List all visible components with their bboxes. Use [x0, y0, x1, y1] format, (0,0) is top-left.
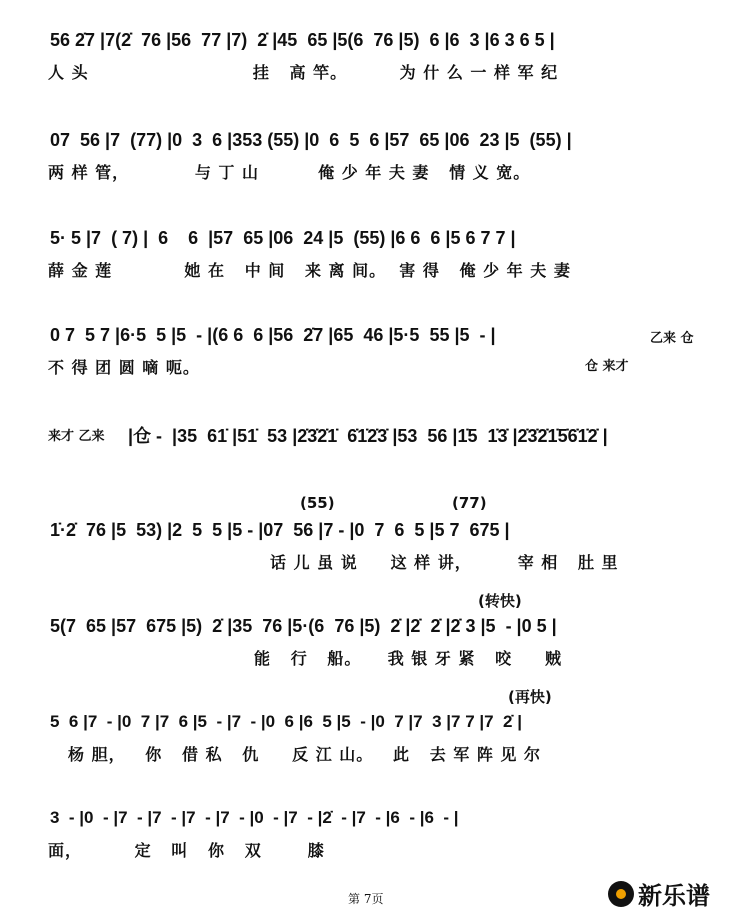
- lyric-line: 两 样 管， 与 丁 山 俺 少 年 夫 妻 情 义 宽。: [48, 163, 531, 182]
- page-number: 第 7页: [348, 892, 384, 906]
- notation-line: 1̇·2̇ 76 |5 53) |2 5 5 |5 - |07 56 |7 - |0 7 6 5 |5 7 675 |: [50, 520, 510, 540]
- notation-line: 5(7 65 |57 675 |5) 2̇ |35 76 |5·(6 76 |5) 2̇ |2̇ 2̇ |2̇ 3 |5 - |0 5 |: [50, 616, 557, 636]
- tempo-mark: (再快): [508, 688, 552, 706]
- percussion-mark: 乙来 仓: [650, 331, 694, 346]
- music-disc-icon: [608, 881, 634, 907]
- notation-line: 07 56 |7 (77) |0 3 6 |353 (55) |0 6 5 6 |57 65 |06 23 |5 (55) |: [50, 130, 572, 150]
- instrumental-mark: (55): [300, 494, 335, 512]
- lyric-line: 面， 定 叫 你 双 膝: [48, 841, 325, 860]
- percussion-mark: 来才 乙来: [48, 429, 105, 444]
- notation-line: 56 2̇7 |7(2̇ 76 |56 77 |7) 2̇ |45 65 |5(6 76 |5) 6 |6 3 |6 3 6 5 |: [50, 30, 555, 50]
- notation-line: 5· 5 |7 ( 7) | 6 6 |57 65 |06 24 |5 (55) |6 6 6 |5 6 7 7 |: [50, 228, 516, 248]
- instrumental-mark: (77): [452, 494, 487, 512]
- lyric-line: 话 儿 虽 说 这 样 讲， 宰 相 肚 里: [270, 553, 619, 572]
- lyric-line: 薛 金 莲 她 在 中 间 来 离 间。 害 得 俺 少 年 夫 妻: [48, 261, 571, 280]
- percussion-mark: 仓 来才: [585, 359, 629, 374]
- tempo-mark: (转快): [478, 592, 522, 610]
- lyric-line: 人 头 挂 高 竿。 为 什 么 一 样 军 纪: [48, 63, 559, 82]
- lyric-line: 不 得 团 圆 嘀 呃。: [48, 358, 200, 377]
- lyric-line: 能 行 船。 我 银 牙 紧 咬 贼: [254, 649, 562, 668]
- lyric-line: 杨 胆， 你 借 私 仇 反 江 山。 此 去 军 阵 见 尔: [68, 745, 541, 764]
- logo-text: 新乐谱: [638, 882, 710, 910]
- notation-line: 5 6 |7 - |0 7 |7 6 |5 - |7 - |0 6 |6 5 |5 - |0 7 |7 3 |7 7 |7 2̇ |: [50, 712, 522, 731]
- site-logo: [608, 876, 710, 911]
- notation-line: 0 7 5 7 |6·5 5 |5 - |(6 6 6 |56 2̇7 |65 46 |5·5 55 |5 - |: [50, 325, 496, 345]
- notation-line: |仓 - |35 61̇ |51̇ 53 |2̇3̇2̇1̇ 6̇1̇2̇3̇ |53 56 |1̇5 1̇3̇ |2̇3̇2̇1̇5̇6̇1̇2̇ |: [128, 426, 608, 446]
- notation-line: 3 - |0 - |7 - |7 - |7 - |7 - |0 - |7 - |2̇ - |7 - |6 - |6 - |: [50, 808, 459, 827]
